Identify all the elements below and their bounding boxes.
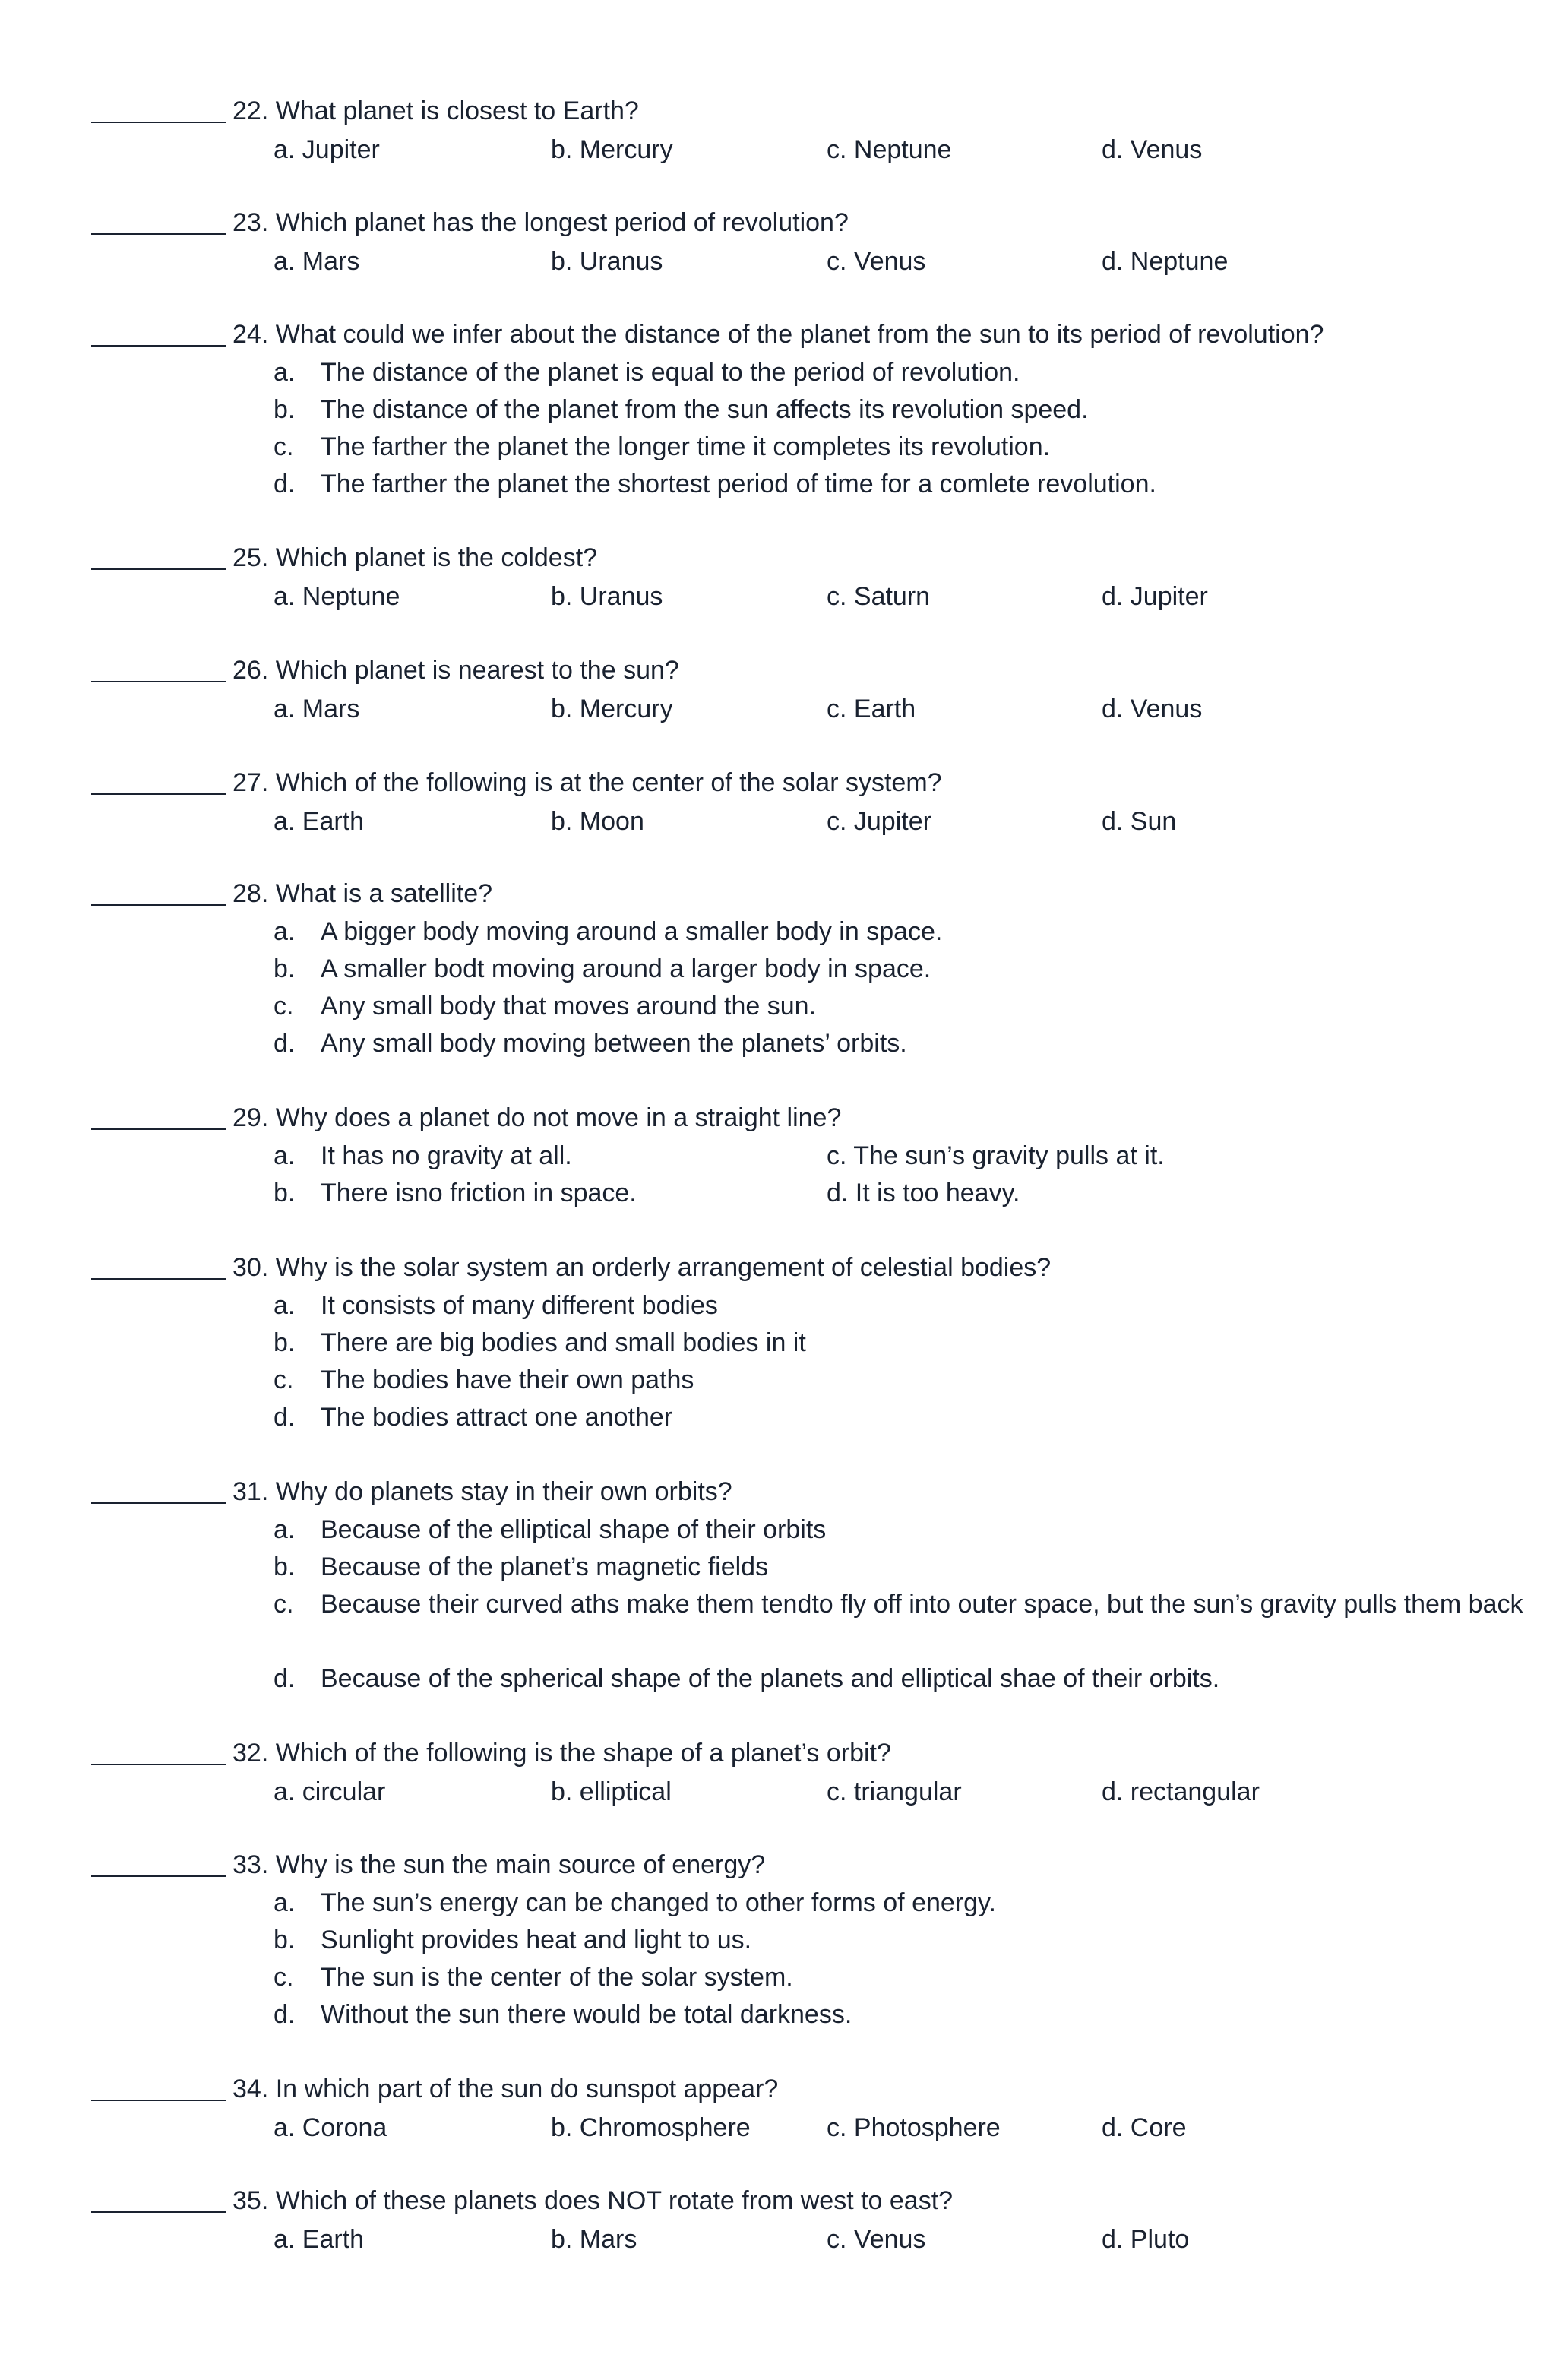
option-d: d. Venus bbox=[1102, 695, 1203, 723]
option-b bbox=[91, 1922, 1459, 1959]
answer-blank[interactable] bbox=[91, 1764, 226, 1765]
option-letter: b. bbox=[274, 1328, 296, 1357]
option-text: There are big bodies and small bodies in it bbox=[321, 1328, 806, 1357]
option-d bbox=[91, 1660, 1459, 1698]
option-a: a. Jupiter bbox=[274, 135, 380, 164]
option-a bbox=[91, 1287, 1459, 1325]
option-letter: a. bbox=[274, 358, 296, 387]
option-letter: d. bbox=[274, 470, 296, 498]
answer-blank[interactable] bbox=[91, 1875, 226, 1877]
question-34 bbox=[91, 2069, 1459, 2147]
question-25 bbox=[91, 538, 1459, 616]
option-letter: d. bbox=[274, 1029, 296, 1058]
option-c bbox=[91, 988, 1459, 1025]
option-text: Because of the elliptical shape of their orbits bbox=[321, 1515, 827, 1544]
option-b bbox=[91, 391, 1459, 429]
question-text: 22. What planet is closest to Earth? bbox=[232, 97, 639, 125]
option-c: c. Saturn bbox=[827, 582, 931, 611]
option-text: A smaller bodt moving around a larger body in space. bbox=[321, 954, 931, 983]
option-letter: a. bbox=[274, 1515, 296, 1544]
option-letter: d. bbox=[274, 1664, 296, 1693]
option-text: Because of the planet’s magnetic fields bbox=[321, 1552, 769, 1581]
question-text: 26. Which planet is nearest to the sun? bbox=[232, 656, 679, 685]
option-a: a. Neptune bbox=[274, 582, 400, 611]
question-26 bbox=[91, 650, 1459, 728]
option-text: The farther the planet the shortest period of time for a comlete revolution. bbox=[321, 470, 1156, 498]
option-a: a. Corona bbox=[274, 2113, 387, 2142]
option-letter: c. bbox=[274, 1366, 294, 1394]
option-text: The sun’s energy can be changed to other forms of energy. bbox=[321, 1888, 996, 1917]
option-letter: b. bbox=[274, 395, 296, 424]
question-text: 35. Which of these planets does NOT rotate from west to east? bbox=[232, 2186, 954, 2215]
option-text: Any small body that moves around the sun. bbox=[321, 992, 817, 1021]
option-c bbox=[91, 1959, 1459, 1996]
option-d: d. Jupiter bbox=[1102, 582, 1208, 611]
option-row-1 bbox=[91, 1138, 1459, 1175]
option-text: Sunlight provides heat and light to us. bbox=[321, 1926, 752, 1954]
answer-blank[interactable] bbox=[91, 2211, 226, 2213]
option-d: d. Venus bbox=[1102, 135, 1203, 164]
option-text: A bigger body moving around a smaller body in space. bbox=[321, 917, 943, 946]
option-letter: a. bbox=[274, 917, 296, 946]
option-letter: b. bbox=[274, 1179, 296, 1207]
option-d bbox=[91, 1025, 1459, 1062]
option-text: The farther the planet the longer time it completes its revolution. bbox=[321, 432, 1051, 461]
question-text: 28. What is a satellite? bbox=[232, 879, 493, 908]
option-b: b. Mercury bbox=[551, 695, 673, 723]
option-letter: d. bbox=[274, 1403, 296, 1432]
option-text: Because of the spherical shape of the planets and elliptical shae of their orbits. bbox=[321, 1664, 1220, 1693]
option-d: d. Sun bbox=[1102, 807, 1177, 836]
answer-blank[interactable] bbox=[91, 2100, 226, 2101]
option-d bbox=[91, 1996, 1459, 2033]
answer-blank[interactable] bbox=[91, 1128, 226, 1130]
question-32 bbox=[91, 1733, 1459, 1811]
option-text: It consists of many different bodies bbox=[321, 1291, 718, 1320]
option-d: d. It is too heavy. bbox=[827, 1179, 1020, 1207]
option-b: b. elliptical bbox=[551, 1777, 672, 1806]
option-c: c. The sun’s gravity pulls at it. bbox=[827, 1141, 1165, 1170]
question-23 bbox=[91, 203, 1459, 280]
option-a bbox=[91, 913, 1459, 951]
option-c bbox=[91, 1586, 1523, 1660]
option-c: c. Venus bbox=[827, 2225, 926, 2254]
option-letter: a. bbox=[274, 1888, 296, 1917]
option-letter: b. bbox=[274, 1552, 296, 1581]
answer-blank[interactable] bbox=[91, 1502, 226, 1504]
question-30 bbox=[91, 1248, 1459, 1436]
option-c: c. Earth bbox=[827, 695, 916, 723]
option-c bbox=[91, 1362, 1459, 1399]
option-d bbox=[91, 1399, 1459, 1436]
option-b: b. Moon bbox=[551, 807, 644, 836]
option-b: b. Mercury bbox=[551, 135, 673, 164]
question-text: 34. In which part of the sun do sunspot appear? bbox=[232, 2075, 779, 2103]
answer-blank[interactable] bbox=[91, 122, 226, 123]
option-b: b. Chromosphere bbox=[551, 2113, 751, 2142]
question-text: 25. Which planet is the coldest? bbox=[232, 543, 598, 572]
option-text: The sun is the center of the solar system. bbox=[321, 1963, 793, 1992]
option-d: d. Neptune bbox=[1102, 247, 1229, 276]
question-22 bbox=[91, 91, 1459, 169]
option-text: The distance of the planet is equal to the period of revolution. bbox=[321, 358, 1020, 387]
option-letter: a. bbox=[274, 1291, 296, 1320]
option-text: Any small body moving between the planets’ orbits. bbox=[321, 1029, 907, 1058]
question-27 bbox=[91, 763, 1459, 840]
option-a: a. Earth bbox=[274, 807, 365, 836]
question-text: 31. Why do planets stay in their own orbits? bbox=[232, 1477, 732, 1506]
option-b: b. Mars bbox=[551, 2225, 637, 2254]
option-text: There isno friction in space. bbox=[321, 1179, 637, 1207]
option-text: The bodies attract one another bbox=[321, 1403, 673, 1432]
option-a: a. Mars bbox=[274, 695, 360, 723]
option-c: c. Photosphere bbox=[827, 2113, 1001, 2142]
option-text: The distance of the planet from the sun affects its revolution speed. bbox=[321, 395, 1089, 424]
option-c: c. Venus bbox=[827, 247, 926, 276]
question-text: 30. Why is the solar system an orderly arrangement of celestial bodies? bbox=[232, 1253, 1052, 1282]
option-c bbox=[91, 429, 1459, 466]
question-text: 27. Which of the following is at the center of the solar system? bbox=[232, 768, 942, 797]
question-29 bbox=[91, 1098, 1459, 1212]
question-text: 32. Which of the following is the shape of a planet’s orbit? bbox=[232, 1739, 891, 1768]
option-a bbox=[91, 354, 1459, 391]
question-text: 24. What could we infer about the distance of the planet from the sun to its period of revolution? bbox=[232, 320, 1324, 349]
option-a bbox=[91, 1511, 1459, 1549]
option-letter: d. bbox=[274, 2000, 296, 2029]
option-letter: a. bbox=[274, 1141, 296, 1170]
option-c: c. Neptune bbox=[827, 135, 952, 164]
option-c: c. Jupiter bbox=[827, 807, 931, 836]
option-d: d. Core bbox=[1102, 2113, 1187, 2142]
option-row-2 bbox=[91, 1175, 1459, 1212]
option-d bbox=[91, 466, 1459, 503]
option-b: b. Uranus bbox=[551, 247, 663, 276]
option-letter: c. bbox=[274, 992, 294, 1021]
option-a: a. Earth bbox=[274, 2225, 365, 2254]
option-letter: c. bbox=[274, 1590, 294, 1619]
answer-blank[interactable] bbox=[91, 1278, 226, 1280]
question-33 bbox=[91, 1845, 1459, 2033]
option-text: Without the sun there would be total darkness. bbox=[321, 2000, 852, 2029]
option-letter: b. bbox=[274, 954, 296, 983]
question-31 bbox=[91, 1472, 1523, 1698]
option-letter: c. bbox=[274, 1963, 294, 1992]
question-24 bbox=[91, 315, 1459, 503]
option-a: a. Mars bbox=[274, 247, 360, 276]
question-28 bbox=[91, 874, 1459, 1062]
answer-blank[interactable] bbox=[91, 793, 226, 795]
answer-blank[interactable] bbox=[91, 345, 226, 347]
option-a bbox=[91, 1885, 1459, 1922]
option-letter: b. bbox=[274, 1926, 296, 1954]
option-b bbox=[91, 1325, 1459, 1362]
option-c: c. triangular bbox=[827, 1777, 962, 1806]
answer-blank[interactable] bbox=[91, 681, 226, 682]
option-letter: c. bbox=[274, 432, 294, 461]
option-a: a. circular bbox=[274, 1777, 386, 1806]
question-text: 23. Which planet has the longest period of revolution? bbox=[232, 208, 849, 237]
answer-blank[interactable] bbox=[91, 904, 226, 906]
option-b bbox=[91, 951, 1459, 988]
answer-blank[interactable] bbox=[91, 233, 226, 235]
option-b bbox=[91, 1549, 1459, 1586]
option-text: It has no gravity at all. bbox=[321, 1141, 572, 1170]
question-35 bbox=[91, 2181, 1459, 2258]
question-text: 33. Why is the sun the main source of energy? bbox=[232, 1850, 766, 1879]
answer-blank[interactable] bbox=[91, 568, 226, 570]
option-b: b. Uranus bbox=[551, 582, 663, 611]
option-text: The bodies have their own paths bbox=[321, 1366, 694, 1394]
question-text: 29. Why does a planet do not move in a straight line? bbox=[232, 1103, 842, 1132]
option-text: Because their curved aths make them tendto fly off into outer space, but the sun’s gravity pulls them back bbox=[321, 1590, 1523, 1619]
option-d: d. Pluto bbox=[1102, 2225, 1190, 2254]
option-d: d. rectangular bbox=[1102, 1777, 1260, 1806]
